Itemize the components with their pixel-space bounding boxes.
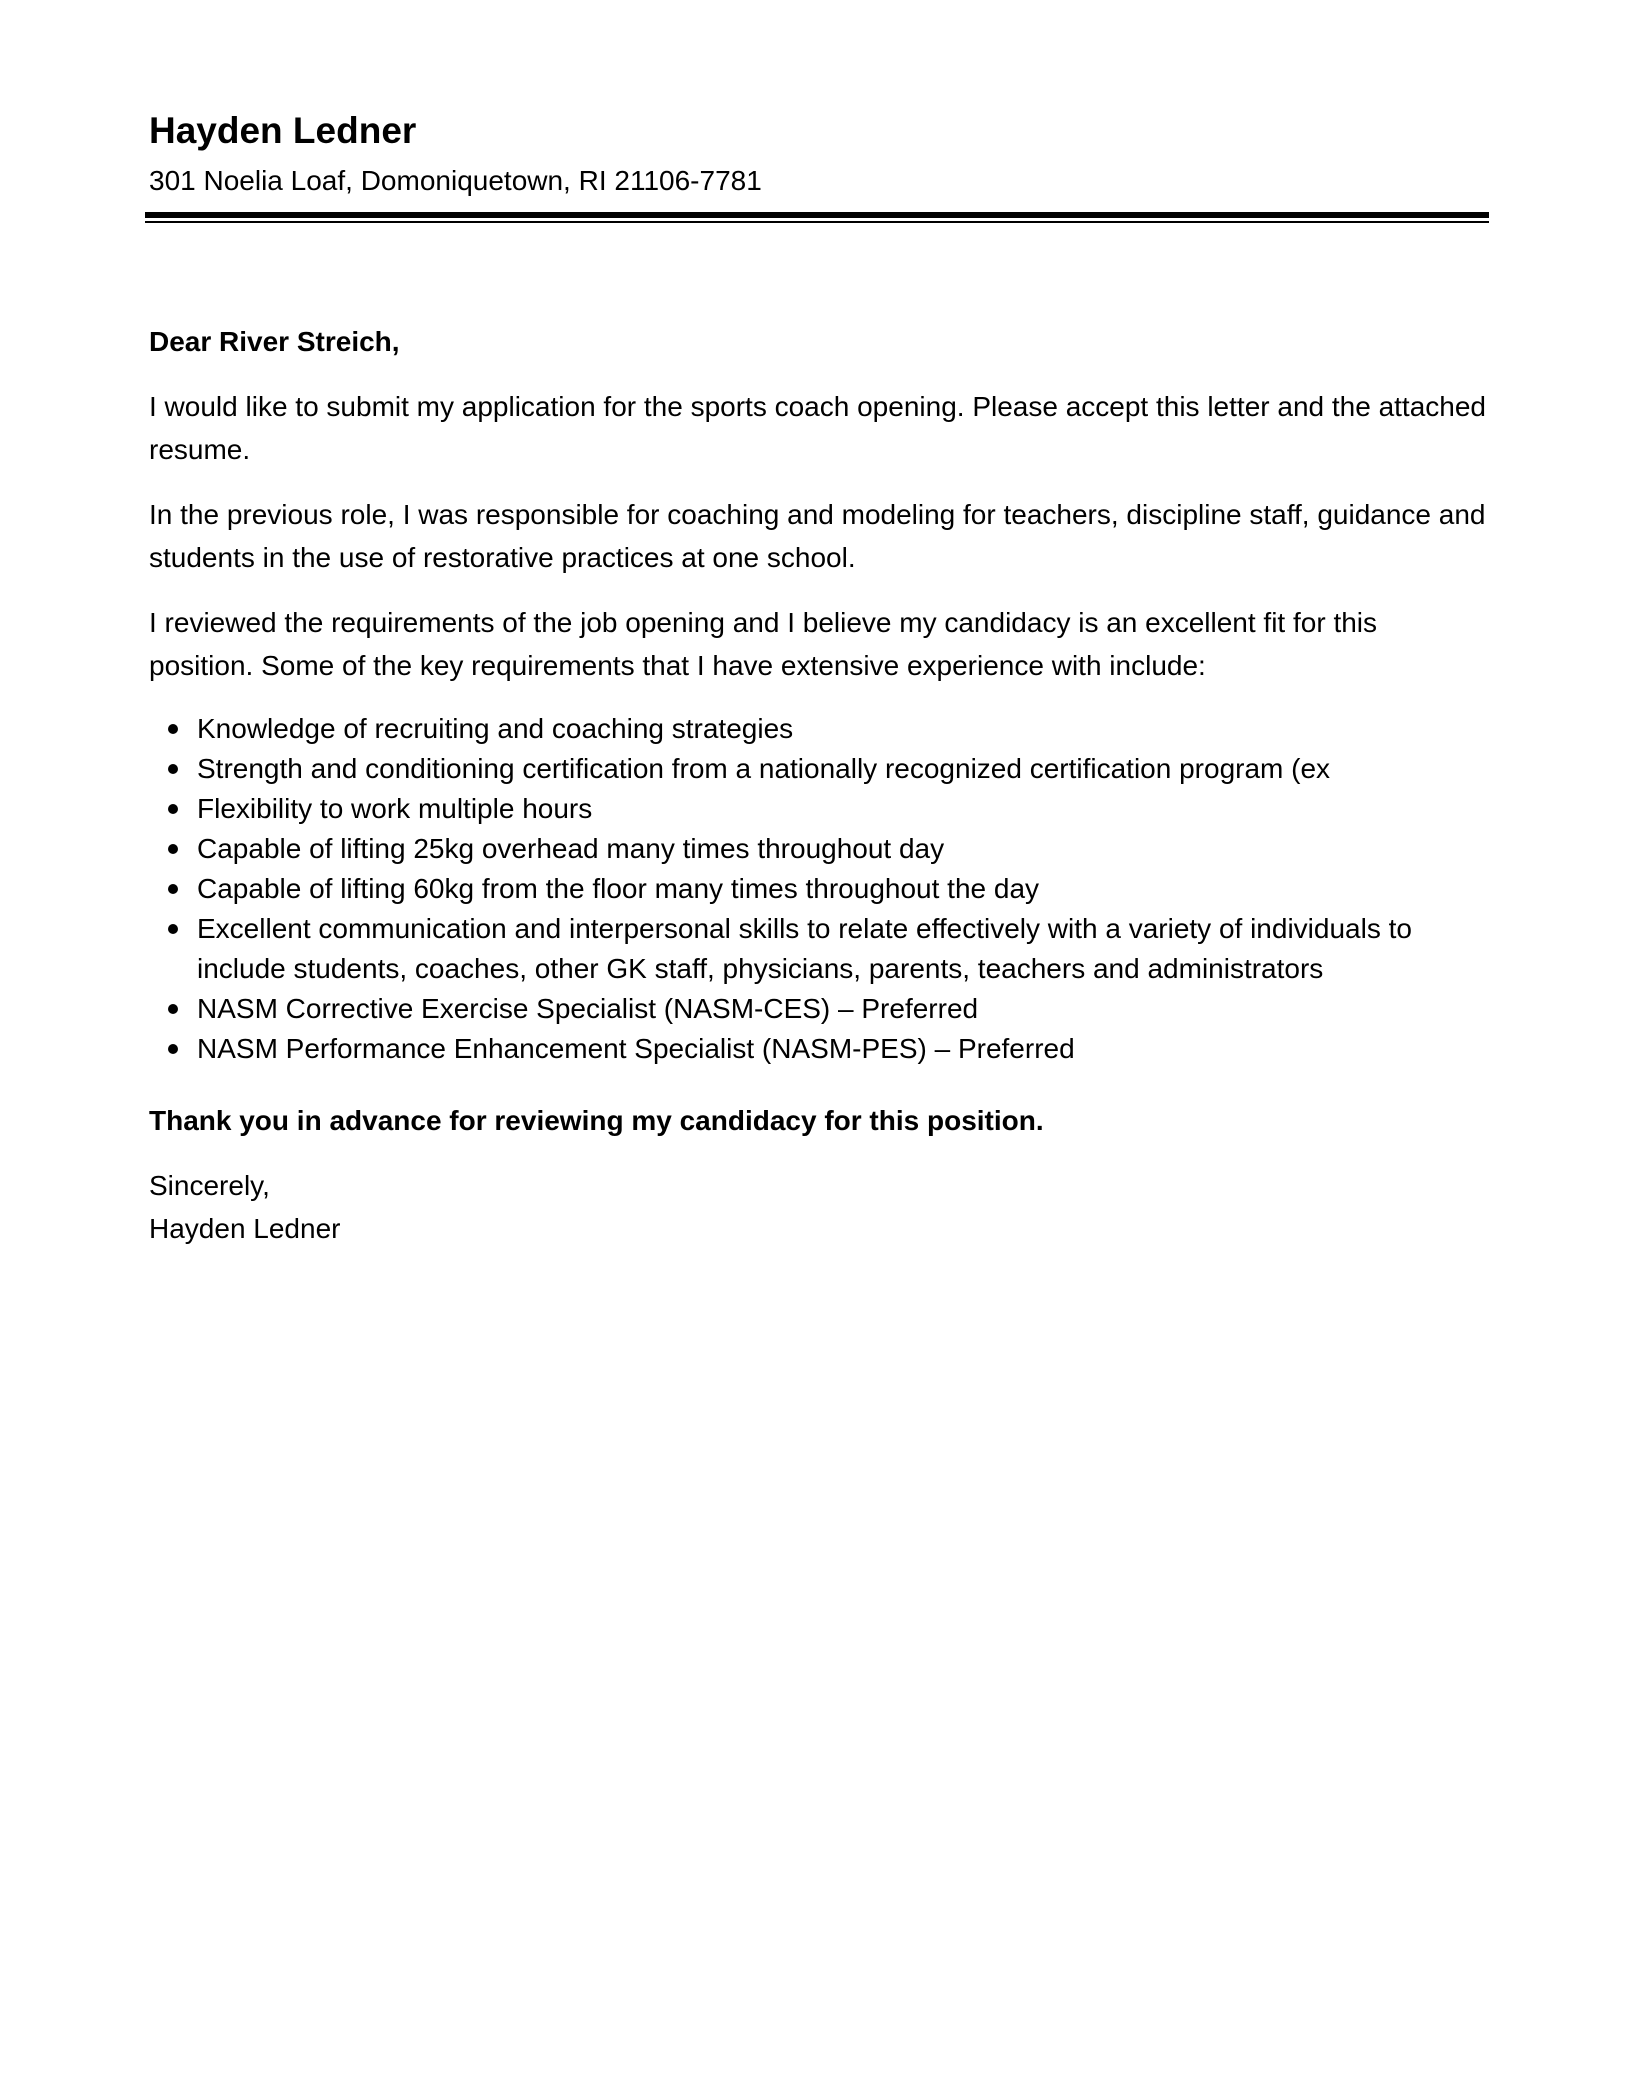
bullet-icon: [168, 804, 178, 814]
sender-name: Hayden Ledner: [149, 110, 417, 151]
list-item-text: Excellent communication and interpersonal skills to relate effectively with a variety of individuals to include students, coaches, other GK staff, physicians, parents, teachers and administrators: [197, 913, 1412, 984]
list-item-text: Capable of lifting 60kg from the floor many times throughout the day: [197, 873, 1040, 904]
bullet-icon: [168, 1004, 178, 1014]
list-item-text: NASM Corrective Exercise Specialist (NASM-CES) – Preferred: [197, 993, 979, 1024]
paragraph-previous-role: In the previous role, I was responsible for coaching and modeling for teachers, discipline staff, guidance and students in the use of restorative practices at one school.: [149, 499, 1486, 573]
paragraph-requirements-intro: I reviewed the requirements of the job opening and I believe my candidacy is an excellent fit for this position. Some of the key requirements that I have extensive experience with include:: [149, 607, 1378, 681]
paragraph-intro: I would like to submit my application for the sports coach opening. Please accept this letter and the attached resume.: [149, 391, 1486, 465]
bullet-icon: [168, 924, 178, 934]
list-item: [149, 829, 1489, 869]
bullet-icon: [168, 764, 178, 774]
signature: Hayden Ledner: [149, 1213, 341, 1244]
list-item: [149, 749, 1489, 789]
list-item-text: Strength and conditioning certification from a nationally recognized certification program (ex: [197, 753, 1331, 784]
list-item: [149, 1029, 1489, 1069]
list-item-text: NASM Performance Enhancement Specialist (NASM-PES) – Preferred: [197, 1033, 1075, 1064]
list-item: [149, 709, 1489, 749]
list-item: [149, 909, 1489, 989]
list-item-text: Capable of lifting 25kg overhead many times throughout day: [197, 833, 945, 864]
bullet-icon: [168, 884, 178, 894]
bullet-icon: [168, 844, 178, 854]
header-divider-thin: [145, 221, 1489, 223]
salutation: Dear River Streich,: [149, 326, 400, 357]
list-item-text: Flexibility to work multiple hours: [197, 793, 593, 824]
signoff: Sincerely,: [149, 1170, 270, 1201]
bullet-icon: [168, 1044, 178, 1054]
closing-statement: Thank you in advance for reviewing my candidacy for this position.: [149, 1105, 1044, 1136]
list-item-text: Knowledge of recruiting and coaching strategies: [197, 713, 794, 744]
list-item: [149, 789, 1489, 829]
list-item: [149, 989, 1489, 1029]
letter-body: [149, 320, 1489, 1250]
requirements-list: [149, 709, 1489, 1069]
sender-address: 301 Noelia Loaf, Domoniquetown, RI 21106-7781: [149, 165, 762, 196]
bullet-icon: [168, 724, 178, 734]
header-divider-thick: [145, 212, 1489, 218]
list-item: [149, 869, 1489, 909]
